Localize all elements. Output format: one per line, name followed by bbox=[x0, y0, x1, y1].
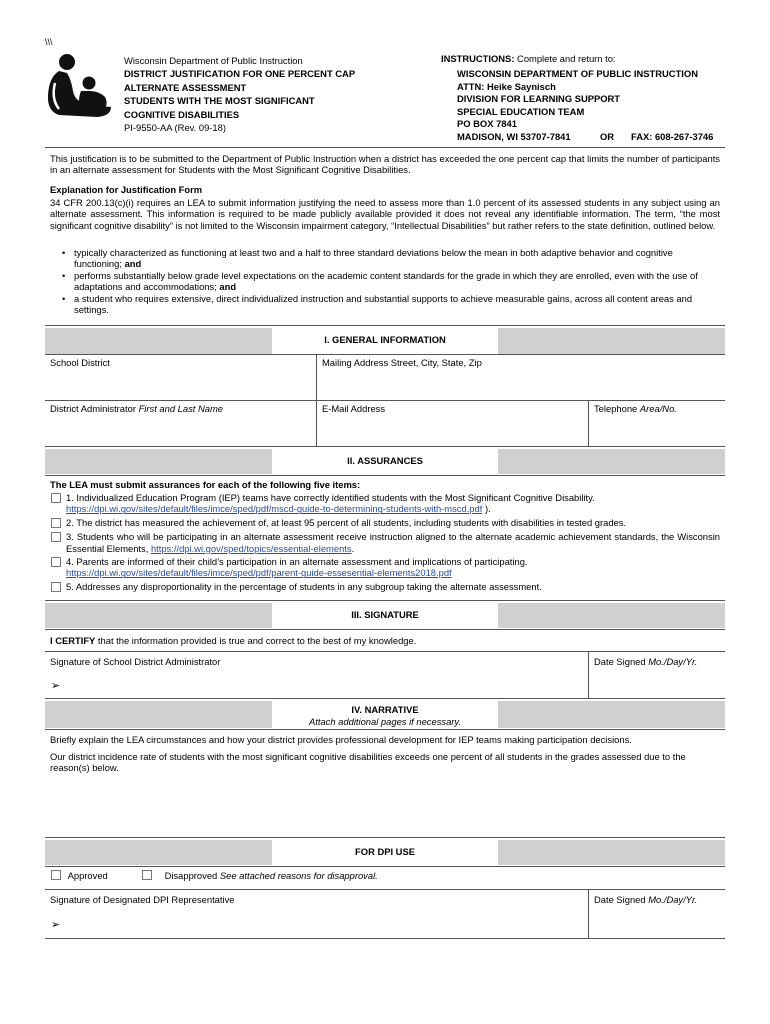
definition-bullet-1: • typically characterized as functioning at least two and a half to three standard deviations below the mean in both adaptive behavior and cognitive functioning; and bbox=[50, 247, 720, 270]
form-title-line-4: COGNITIVE DISABILITIES bbox=[124, 108, 240, 120]
section-title-narrative: IV. NARRATIVE bbox=[351, 704, 419, 715]
address-line-4: SPECIAL EDUCATION TEAM bbox=[457, 105, 585, 117]
disapproved-checkbox[interactable] bbox=[142, 870, 152, 880]
email-label: E-Mail Address bbox=[322, 403, 386, 414]
assurance-checkbox-1[interactable] bbox=[51, 493, 61, 503]
section-header-shade bbox=[45, 603, 272, 628]
definition-bullet-3: • a student who requires extensive, direct individualized instruction and substantial supports to achieve measurable gains, across all content areas and settings. bbox=[50, 293, 720, 316]
return-address bbox=[457, 68, 698, 131]
mailing-address-label: Mailing Address Street, City, State, Zip bbox=[322, 357, 482, 368]
section-title-dpi-use: FOR DPI USE bbox=[355, 846, 415, 857]
address-line-3: DIVISION FOR LEARNING SUPPORT bbox=[457, 93, 621, 105]
date-signed-label: Date Signed Mo./Day/Yr. bbox=[594, 656, 698, 667]
section-title-signature: III. SIGNATURE bbox=[351, 609, 419, 620]
form-title-line-3: STUDENTS WITH THE MOST SIGNIFICANT bbox=[124, 95, 315, 107]
dpi-signature-field[interactable] bbox=[66, 906, 586, 936]
section-header-shade bbox=[498, 328, 725, 354]
assurance-checkbox-5[interactable] bbox=[51, 582, 61, 592]
table-line bbox=[45, 889, 725, 890]
section-header-shade bbox=[498, 840, 725, 865]
assurance-checkbox-2[interactable] bbox=[51, 518, 61, 528]
table-line bbox=[45, 729, 725, 730]
assurance-item-3: 3. Students who will be participating in an alternate assessment receive instruction aligned to the alternate academic achievement standards, the Wisconsin Essential Elements, https://dpi.wi.gov/sped/topics/essential-elements. bbox=[50, 531, 720, 554]
table-line bbox=[45, 446, 725, 447]
dpi-date-label: Date Signed Mo./Day/Yr. bbox=[594, 894, 698, 905]
section-header-shade bbox=[498, 449, 725, 474]
city-line: MADISON, WI 53707-7841 bbox=[457, 131, 571, 142]
section-header-shade bbox=[498, 603, 725, 628]
section-header-shade bbox=[498, 701, 725, 728]
school-district-field[interactable] bbox=[50, 366, 314, 400]
assurance-item-4: 4. Parents are informed of their child’s participation in an alternate assessment and implications of participating. https://dpi.wi.gov/sites/default/files/imce/sped/pdf/parent-guide-essesential-elements2018.pdf bbox=[50, 556, 720, 579]
table-line bbox=[316, 400, 317, 446]
table-line bbox=[45, 600, 725, 601]
mscd-guide-link[interactable]: https://dpi.wi.gov/sites/default/files/imce/sped/pdf/mscd-guide-to-determining-students-with-mscd.pdf bbox=[66, 503, 483, 515]
certify-statement: I CERTIFY that the information provided is true and correct to the best of my knowledge. bbox=[50, 635, 417, 646]
table-line bbox=[45, 938, 725, 939]
disapproved-note: See attached reasons for disapproval. bbox=[219, 870, 378, 881]
section-header-shade bbox=[45, 328, 272, 354]
header-left bbox=[124, 54, 355, 134]
address-line-1: WISCONSIN DEPARTMENT OF PUBLIC INSTRUCTION bbox=[457, 68, 698, 79]
administrator-label: District Administrator First and Last Name bbox=[50, 403, 223, 414]
section-divider bbox=[45, 325, 725, 326]
assurance-item-2: 2. The district has measured the achievement of, at least 95 percent of all students, including students with disabilities in tested grades. bbox=[50, 517, 720, 528]
explanation-text: 34 CFR 200.13(c)(i) requires an LEA to submit information justifying the need to assess more than 1.0 percent of its assessed students in any subject using an alternate assessment. This information is required to be made publicly available provided it does not reveal any identifiable information. The term, “the most significant cognitive disability” is not limited to the Wisconsin impairment category, “Intellectual Disabilities” but rather refers to the state definition, outlined below. bbox=[50, 197, 720, 231]
or-text: OR bbox=[600, 131, 615, 142]
form-title-line-2: ALTERNATE ASSESSMENT bbox=[124, 81, 247, 93]
admin-date-field[interactable] bbox=[592, 668, 724, 696]
assurance-item-5: 5. Addresses any disproportionality in the percentage of students in any subgroup taking the alternate assessment. bbox=[50, 581, 720, 592]
section-title-general: I. GENERAL INFORMATION bbox=[324, 334, 446, 345]
table-line bbox=[45, 629, 725, 630]
table-line bbox=[45, 866, 725, 867]
dpi-logo-icon bbox=[45, 53, 115, 119]
definition-bullet-2: • performs substantially below grade level expectations on the academic content standards for the grade in which they are enrolled, even with the use of adaptations and accommodations; and bbox=[50, 270, 720, 293]
table-line bbox=[588, 651, 589, 698]
narrative-prompt-1: Briefly explain the LEA circumstances and how your district provides professional development for IEP teams making participation decisions. bbox=[50, 734, 632, 745]
narrative-subtitle: Attach additional pages if necessary. bbox=[309, 716, 461, 727]
email-field[interactable] bbox=[320, 413, 586, 445]
table-line bbox=[588, 889, 589, 938]
dpi-date-field[interactable] bbox=[592, 906, 724, 936]
mailing-address-field[interactable] bbox=[320, 366, 724, 400]
assurance-checkbox-3[interactable] bbox=[51, 532, 61, 542]
admin-signature-field[interactable] bbox=[66, 668, 586, 696]
dpi-signature-arrow-icon: ➢ bbox=[51, 919, 61, 931]
assurance-item-1: 1. Individualized Education Program (IEP) teams have correctly identified students with the Most Significant Cognitive Disability. https://dpi.wi.gov/sites/default/files/imce/sped/pdf/mscd-guide-to-determining-students-with-mscd.pdf ). bbox=[50, 492, 720, 515]
instructions-text: Complete and return to: bbox=[517, 53, 616, 64]
table-line bbox=[45, 837, 725, 838]
approved-checkbox[interactable] bbox=[51, 870, 61, 880]
section-header-shade bbox=[45, 449, 272, 474]
administrator-field[interactable] bbox=[50, 413, 314, 445]
table-line bbox=[45, 475, 725, 476]
instructions-label: INSTRUCTIONS: bbox=[441, 53, 515, 64]
form-number: PI-9550-AA (Rev. 09-18) bbox=[124, 122, 226, 134]
parent-guide-link[interactable]: https://dpi.wi.gov/sites/default/files/imce/sped/pdf/parent-guide-essesential-elements2018.pdf bbox=[66, 567, 452, 579]
narrative-text-area[interactable] bbox=[50, 778, 720, 833]
address-line-5: PO BOX 7841 bbox=[457, 118, 517, 130]
assurances-heading: The LEA must submit assurances for each of the following five items: bbox=[50, 479, 361, 490]
table-line bbox=[45, 354, 725, 355]
signature-arrow-icon: ➢ bbox=[51, 680, 61, 692]
approved-label: Approved bbox=[67, 870, 108, 881]
table-line bbox=[45, 651, 725, 652]
dpi-signature-label: Signature of Designated DPI Representative bbox=[50, 894, 235, 905]
table-line bbox=[45, 698, 725, 699]
disapproved-label: Disapproved bbox=[164, 870, 218, 881]
instructions-line bbox=[441, 53, 616, 64]
assurance-list bbox=[50, 492, 720, 592]
fax-number: FAX: 608-267-3746 bbox=[631, 131, 714, 142]
definition-list bbox=[50, 247, 720, 315]
admin-signature-label: Signature of School District Administrator bbox=[50, 656, 221, 667]
form-title-line-1: DISTRICT JUSTIFICATION FOR ONE PERCENT CAP bbox=[124, 68, 356, 80]
corner-mark: \\\ bbox=[45, 37, 53, 47]
section-header-shade bbox=[45, 840, 272, 865]
disapproved-option bbox=[142, 870, 378, 881]
section-title-assurances: II. ASSURANCES bbox=[347, 455, 423, 466]
assurance-checkbox-4[interactable] bbox=[51, 557, 61, 567]
header-divider bbox=[45, 147, 725, 148]
approved-option bbox=[51, 870, 108, 881]
table-line bbox=[588, 400, 589, 446]
table-line bbox=[45, 400, 725, 401]
narrative-prompt-2: Our district incidence rate of students with the most significant cognitive disabilities exceeds one percent of all students in the grades assessed due to the reason(s) below. bbox=[50, 751, 686, 774]
telephone-label: Telephone Area/No. bbox=[594, 403, 677, 414]
school-district-label: School District bbox=[50, 357, 110, 368]
essential-elements-link[interactable]: https://dpi.wi.gov/sped/topics/essential-elements bbox=[150, 542, 352, 554]
explanation-heading: Explanation for Justification Form bbox=[50, 184, 203, 195]
section-header-shade bbox=[45, 701, 272, 728]
intro-text: This justification is to be submitted to the Department of Public Instruction when a district has exceeded the one percent cap that limits the number of participants in an alternate assessment for Students with the Most Significant Cognitive Disabilities. bbox=[50, 153, 720, 176]
agency-name: Wisconsin Department of Public Instruction bbox=[124, 55, 303, 66]
table-line bbox=[316, 354, 317, 400]
telephone-field[interactable] bbox=[592, 413, 724, 445]
address-line-2: ATTN: Heike Saynisch bbox=[457, 80, 556, 92]
